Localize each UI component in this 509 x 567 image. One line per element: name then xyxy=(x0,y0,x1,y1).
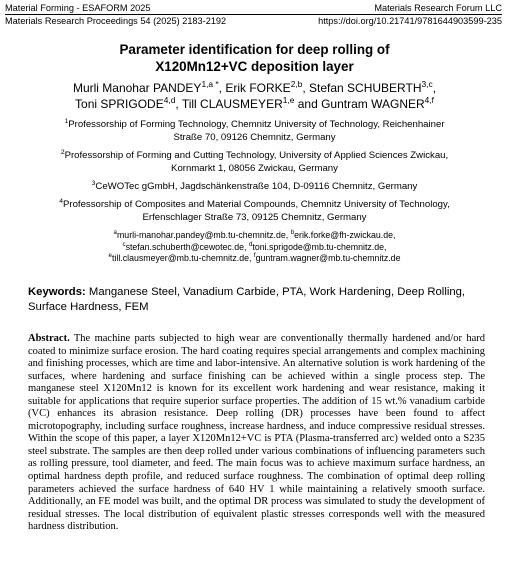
affiliation-text: Erfenschlager Straße 73, 09125 Chemnitz, Germany xyxy=(142,212,367,223)
email-mark: e xyxy=(108,252,112,260)
author-affiliation-mark: 4,f xyxy=(424,95,434,105)
journal-series: Material Forming - ESAFORM 2025 xyxy=(5,3,151,13)
email-mark: d xyxy=(248,240,253,248)
email-separator: , xyxy=(285,230,291,240)
email-separator: , xyxy=(244,241,249,252)
keywords-text: Manganese Steel, Vanadium Carbide, PTA, Work Hardening, Deep Rolling, Surface Hardness, FEM xyxy=(28,286,466,313)
affiliation-number: 1 xyxy=(64,117,69,125)
email-mark: b xyxy=(290,229,295,237)
author-separator: , xyxy=(218,81,226,95)
author-separator: , xyxy=(302,81,310,95)
affiliation-text: Professorship of Forming and Cutting Technology, University of Applied Sciences Zwickau, xyxy=(64,150,449,161)
affiliation-text: CeWOTec gGmbH, Jagdschänkenstraße 104, D-09116 Chemnitz, Germany xyxy=(95,181,418,192)
author-name: Guntram WAGNER xyxy=(321,97,425,111)
author-email[interactable]: erik.forke@fh-zwickau.de xyxy=(294,230,394,240)
proceedings-citation: Materials Research Proceedings 54 (2025) 2183-2192 xyxy=(5,16,227,26)
email-mark: f xyxy=(253,252,256,260)
affiliation-text: Kornmarkt 1, 08056 Zwickau, Germany xyxy=(171,163,338,174)
author-email[interactable]: till.clausmeyer@mb.tu-chemnitz.de xyxy=(111,253,249,263)
doi-link[interactable]: https://doi.org/10.21741/9781644903599-235 xyxy=(318,16,502,26)
title-line-2: X120Mn12+VC deposition layer xyxy=(155,59,354,74)
author-name: Till CLAUSMEYER xyxy=(181,97,283,111)
author-name: Erik FORKE xyxy=(225,81,291,95)
author-name: Murli Manohar PANDEY xyxy=(72,81,202,95)
abstract-section xyxy=(28,333,485,534)
keywords-label: Keywords: xyxy=(28,286,86,298)
author-affiliation-mark: 3,c xyxy=(421,79,433,89)
author-affiliation-mark: 1,a * xyxy=(201,79,219,89)
affiliation-number: 4 xyxy=(59,197,63,205)
author-affiliation-mark: 4,d xyxy=(163,95,176,105)
email-mark: a xyxy=(113,229,117,237)
author-affiliation-mark: 2,b xyxy=(290,79,303,89)
keywords-section xyxy=(28,285,484,314)
affiliation-3 xyxy=(0,180,509,193)
author-line-2 xyxy=(0,96,509,112)
paper-title xyxy=(0,41,509,75)
affiliation-text: Professorship of Composites and Material Compounds, Chemnitz University of Technology, xyxy=(62,199,450,210)
title-line-1: Parameter identification for deep rolling of xyxy=(119,42,390,57)
abstract-text: The machine parts subjected to high wear are conventionally thermally hardened and/or hard coated to minimize surface erosion. The hard coating requires special arrangements and complex machining and finishing processes, which are time and labor-intensive. An alternative solution is work hardening of the surfaces, where hardening and surface finishing can be achieved within a single process step. The manganese steel X120Mn12 is known for its excellent work hardening and wear resistance, making it suitable for applications that require superior surface properties. The addition of 15 wt.% vanadium carbide (VC) enhances its abrasion resistance. Deep rolling (DR) processes have been found to affect microtopography, including surface roughness, increase hardness, and induce compressive residual stresses. Within the scope of this paper, a layer X120Mn12+VC is PTA (Plasma-transferred arc) welded onto a S235 steel substrate. The samples are then deep rolled under various combinations of influencing parameters such as rolling pressure, tool diameter, and feed. The main focus was to achieve maximum surface hardness, an optimal hardness depth profile, and reduced surface roughness. The combination of optimal deep rolling parameters achieved the surface hardness of 640 HV 1 while maintaining a relatively smooth surface. Additionally, an FE model was built, and the optimal DR process was simulated to study the development of residual stresses. The local distribution of equivalent plastic stresses corresponds well with the measured hardness distribution. xyxy=(28,333,485,533)
author-separator: , xyxy=(432,81,437,95)
affiliation-2 xyxy=(0,149,509,175)
email-list xyxy=(0,230,509,265)
author-email[interactable]: toni.sprigode@mb.tu-chemnitz.de xyxy=(252,241,385,252)
header-rule xyxy=(5,14,502,15)
abstract-label: Abstract. xyxy=(28,333,70,344)
email-separator: , xyxy=(393,230,396,240)
author-name: Stefan SCHUBERTH xyxy=(309,81,422,95)
author-list xyxy=(0,80,509,112)
author-separator: and xyxy=(294,97,322,111)
email-mark: c xyxy=(122,240,126,248)
publisher: Materials Research Forum LLC xyxy=(374,3,502,13)
email-separator: , xyxy=(249,253,254,263)
author-affiliation-mark: 1,e xyxy=(282,95,295,105)
affiliation-text: Straße 70, 09126 Chemnitz, Germany xyxy=(173,132,336,143)
author-email[interactable]: stefan.schuberth@cewotec.de xyxy=(125,241,245,252)
author-line-1 xyxy=(0,80,509,96)
author-separator: , xyxy=(175,97,182,111)
author-email[interactable]: guntram.wagner@mb.tu-chemnitz.de xyxy=(255,253,401,263)
affiliation-number: 2 xyxy=(60,148,65,156)
affiliation-1 xyxy=(0,118,509,144)
affiliation-4 xyxy=(0,198,509,224)
email-separator: , xyxy=(384,241,387,252)
author-email[interactable]: murli-manohar.pandey@mb.tu-chemnitz.de xyxy=(116,230,286,240)
author-name: Toni SPRIGODE xyxy=(75,97,164,111)
affiliation-text: Professorship of Forming Technology, Chemnitz University of Technology, Reichenhainer xyxy=(68,119,445,130)
affiliation-number: 3 xyxy=(91,179,96,187)
